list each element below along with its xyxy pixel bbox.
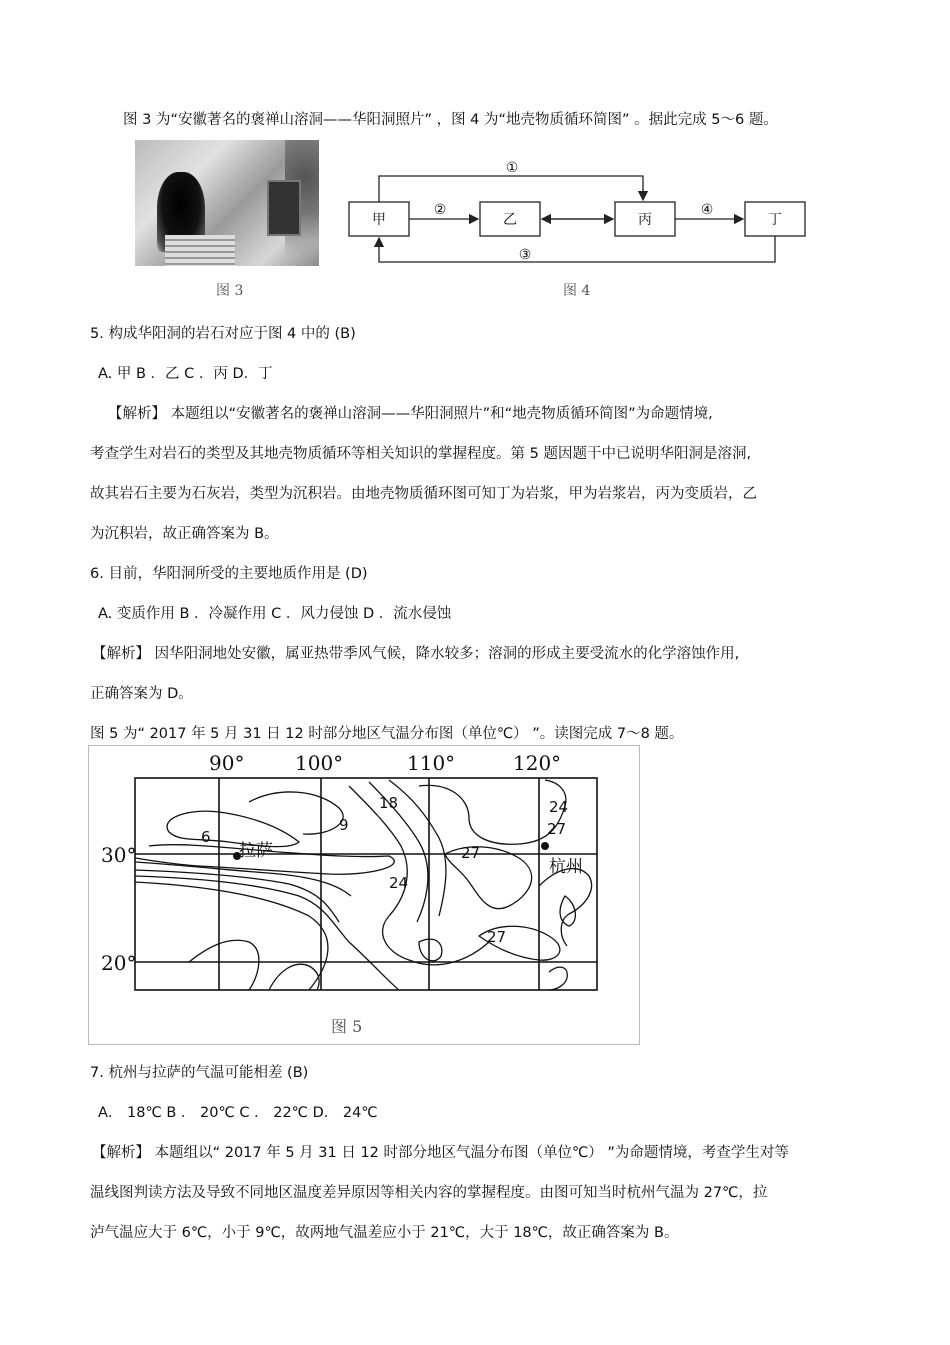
isotherm-label-27b: 27 — [487, 928, 507, 946]
lon-label-110: 110° — [407, 751, 456, 775]
q6-analysis-1: 【解析】 因华阳洞地处安徽，属亚热带季风气候，降水较多；溶洞的形成主要受流水的化学溶蚀作用, — [92, 646, 740, 662]
label-yi: 乙 — [503, 212, 517, 228]
isotherm-label-27c: 27 — [547, 820, 567, 838]
temperature-map — [88, 745, 640, 1045]
label-arrow-2: ② — [433, 202, 447, 218]
q7-analysis-2: 温线图判读方法及导致不同地区温度差异原因等相关内容的掌握程度。由图可知当时杭州气温为 27℃，拉 — [90, 1185, 768, 1201]
cave-photo — [135, 140, 319, 266]
q5-options: A. 甲 B ．乙 C ．丙 D．丁 — [98, 366, 273, 382]
isotherm-label-24: 24 — [389, 874, 409, 892]
rock-cycle-diagram — [345, 150, 815, 270]
q5-stem: 5. 构成华阳洞的岩石对应于图 4 中的 (B) — [90, 326, 356, 342]
isotherm-label-18: 18 — [379, 794, 399, 812]
q6-stem: 6. 目前，华阳洞所受的主要地质作用是 (D) — [90, 566, 368, 582]
isotherm-label-24b: 24 — [549, 798, 569, 816]
city-lhasa-label: 拉萨 — [239, 841, 273, 861]
label-arrow-3: ③ — [518, 247, 532, 263]
q7-options: A． 18℃ B ． 20℃ C ． 22℃ D． 24℃ — [98, 1105, 378, 1121]
q7-analysis-3: 泸气温应大于 6℃，小于 9℃，故两地气温差应小于 21℃，大于 18℃，故正确答案为 B。 — [90, 1225, 679, 1241]
label-bing: 丙 — [638, 212, 652, 228]
arrow-1 — [379, 176, 643, 202]
q7-analysis-1: 【解析】 本题组以“ 2017 年 5 月 31 日 12 时部分地区气温分布图（单位℃） ”为命题情境，考查学生对等 — [92, 1145, 789, 1161]
stone-tablet-shape — [267, 180, 301, 236]
label-arrow-4: ④ — [700, 202, 714, 218]
q5-analysis-4: 为沉积岩，故正确答案为 B。 — [90, 526, 279, 542]
q7-stem: 7. 杭州与拉萨的气温可能相差 (B) — [90, 1065, 309, 1081]
isotherm-label-6: 6 — [201, 828, 211, 846]
isotherm-map-svg — [89, 746, 639, 1044]
lon-label-100: 100° — [295, 751, 344, 775]
label-arrow-1: ① — [505, 160, 519, 176]
label-jia: 甲 — [372, 212, 386, 228]
arrow-3 — [379, 236, 775, 262]
isotherm-lines — [135, 780, 592, 990]
fig5-caption: 图 5 — [331, 1017, 363, 1036]
label-ding: 丁 — [768, 212, 782, 228]
q6-options: A. 变质作用 B ．冷凝作用 C ．风力侵蚀 D ．流水侵蚀 — [98, 606, 452, 622]
q5-analysis-3: 故其岩石主要为石灰岩，类型为沉积岩。由地壳物质循环图可知丁为岩浆，甲为岩浆岩，丙为变质岩，乙 — [90, 486, 757, 502]
intro-fig3-4: 图 3 为“安徽著名的褒禅山溶洞——华阳洞照片” ，图 4 为“地壳物质循环简图” 。据此完成 5～6 题。 — [123, 112, 778, 128]
q5-analysis-1: 【解析】 本题组以“安徽著名的褒禅山溶洞——华阳洞照片”和“地壳物质循环简图”为命题情境, — [108, 406, 713, 422]
lon-label-90: 90° — [209, 751, 245, 775]
q6-analysis-2: 正确答案为 D。 — [90, 686, 193, 702]
cave-steps-shape — [165, 235, 235, 266]
hangzhou-dot — [541, 842, 549, 850]
lon-label-120: 120° — [513, 751, 562, 775]
isotherm-label-9: 9 — [339, 816, 349, 834]
intro-fig5: 图 5 为“ 2017 年 5 月 31 日 12 时部分地区气温分布图（单位℃） ”。读图完成 7～8 题。 — [90, 726, 684, 742]
fig4-caption: 图 4 — [563, 283, 591, 299]
q5-analysis-2: 考查学生对岩石的类型及其地壳物质循环等相关知识的掌握程度。第 5 题因题干中已说明华阳洞是溶洞, — [90, 446, 752, 462]
isotherm-label-27a: 27 — [461, 844, 481, 862]
city-hangzhou-label: 杭州 — [549, 857, 583, 877]
lat-label-20: 20° — [101, 951, 137, 975]
lat-label-30: 30° — [101, 843, 137, 867]
fig3-caption: 图 3 — [216, 283, 244, 299]
